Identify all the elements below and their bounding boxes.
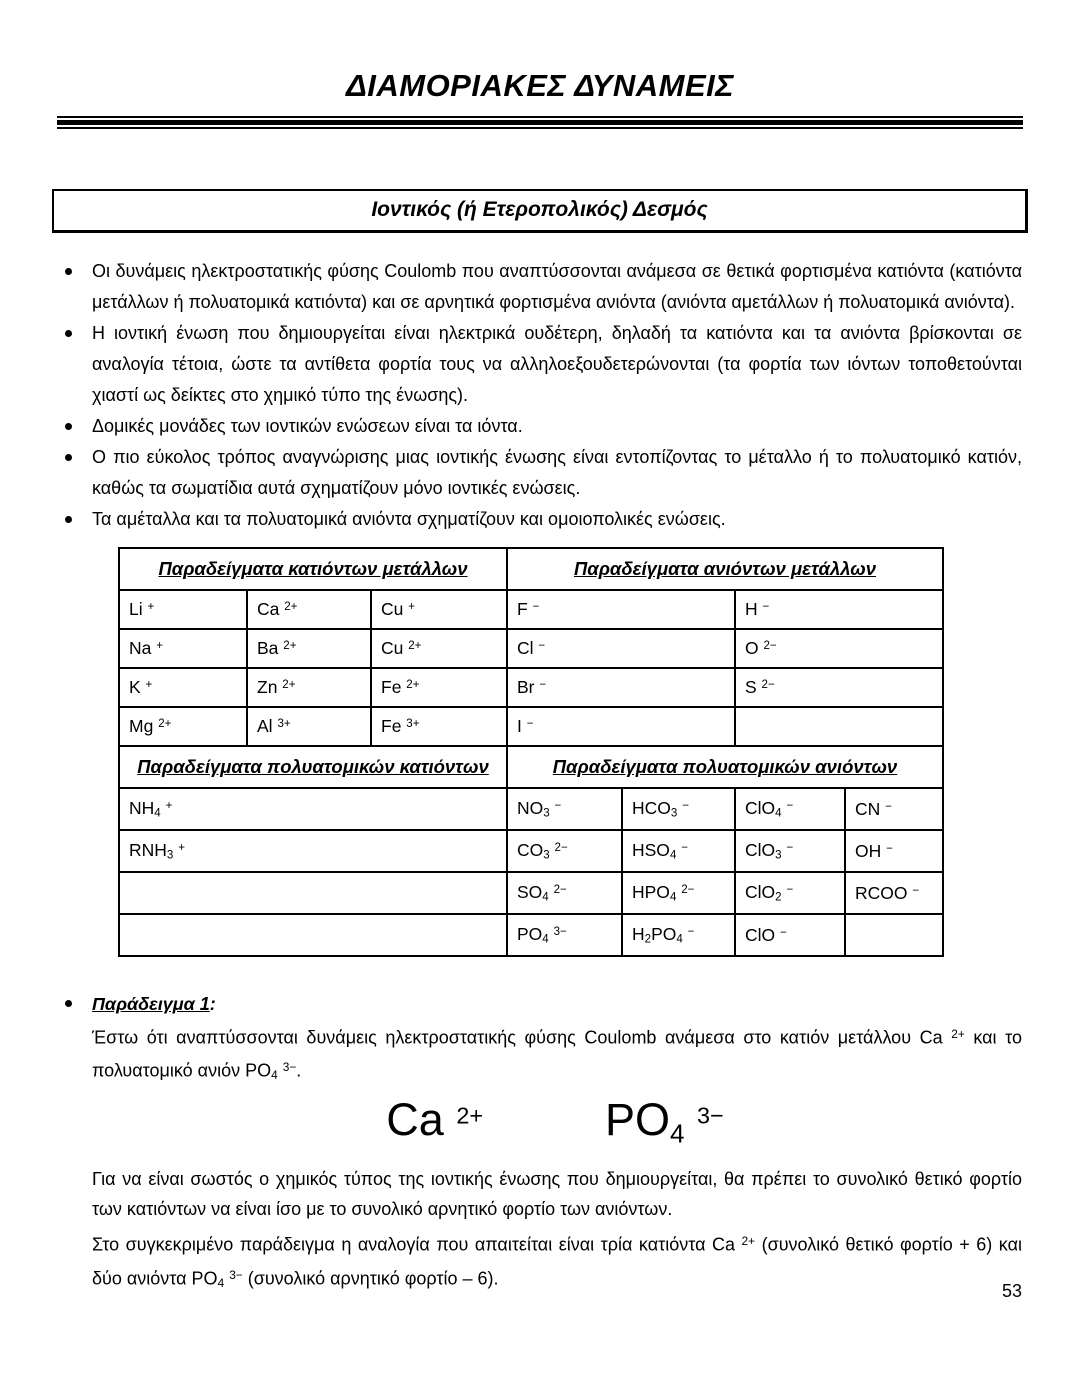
bullet-dot — [58, 504, 92, 535]
title-rule-thick — [57, 120, 1023, 125]
example-formula — [88, 1094, 1022, 1158]
ion-cell: Al $^{3+}$ — [247, 707, 371, 746]
ion-cell: $PO_4$ $^{3-}$ — [507, 914, 622, 956]
bullet-text: Οι δυνάμεις ηλεκτροστατικής φύσης Coulomb που αναπτύσσονται ανάμεσα σε θετικά φορτισμένα κατιόντα (κατιόντα μετάλλων ή πολυατομικά κατιόντα) και σε αρνητικά φορτισμένα ανιόντα (ανιόντα αμετάλλων ή πολυατομικά ανιόντα). — [92, 261, 1022, 312]
ion-cell — [119, 914, 507, 956]
poly-cations-header: Παραδείγματα πολυατομικών κατιόντων — [119, 746, 507, 788]
title-rule-thin-bottom — [57, 127, 1023, 129]
list-item — [58, 504, 1022, 535]
ion-cell: Li + — [119, 590, 247, 629]
poly-anions-header: Παραδείγματα πολυατομικών ανιόντων — [507, 746, 943, 788]
ion-cell: Mg $^{2+}$ — [119, 707, 247, 746]
table-header-row — [119, 746, 943, 788]
table-row — [119, 830, 943, 872]
ion-cell — [845, 914, 943, 956]
ion-cell: Ba $^{2+}$ — [247, 629, 371, 668]
page-number: 53 — [1001, 1281, 1022, 1301]
ion-cell: F − — [507, 590, 735, 629]
cation-formula: Ca $^{2+}$ — [386, 1094, 483, 1146]
ion-cell: Fe $^{2+}$ — [371, 668, 507, 707]
metal-cations-header: Παραδείγματα κατιόντων μετάλλων — [119, 548, 507, 590]
document-title: ΔΙΑΜΟΡΙΑΚΕΣ ΔΥΝΑΜΕΙΣ — [345, 68, 735, 103]
closing-paragraph-1: Για να είναι σωστός ο χημικός τύπος της ιοντικής ένωσης που δημιουργείται, θα πρέπει το συνολικό θετικό φορτίο των κατιόντων να είναι ίσο με το συνολικό αρνητικό φορτίο των ανιόντων. — [92, 1169, 1022, 1220]
title-rule-thin-top — [57, 116, 1023, 118]
bullet-dot — [58, 411, 92, 442]
ion-cell: Ca $^{2+}$ — [247, 590, 371, 629]
table-row — [119, 629, 943, 668]
section-heading: Ιοντικός (ή Ετεροπολικός) Δεσμός — [371, 198, 708, 221]
ion-cell: Br − — [507, 668, 735, 707]
ion-cell: Zn $^{2+}$ — [247, 668, 371, 707]
example-intro: Έστω ότι αναπτύσσονται δυνάμεις ηλεκτροστατικής φύσης Coulomb ανάμεσα στο κατιόν μετάλλου Ca $^{2+}$ και το πολυατομικό ανιόν $PO_4$ $^{3-}$. — [92, 1027, 1022, 1083]
example-section — [58, 989, 1022, 1158]
list-item — [58, 256, 1022, 318]
example-label-row — [58, 989, 1022, 1019]
table-row — [119, 590, 943, 629]
example-label: Παράδειγμα 1: — [92, 994, 216, 1014]
bullet-text: Ο πιο εύκολος τρόπος αναγνώρισης μιας ιοντικής ένωσης είναι εντοπίζοντας το μέταλλο ή το πολυατομικό κατιόν, καθώς τα σωματίδια αυτά σχηματίζουν μόνο ιοντικές ενώσεις. — [92, 447, 1022, 498]
table-row — [119, 668, 943, 707]
bullet-text: Η ιοντική ένωση που δημιουργείται είναι ηλεκτρικά ουδέτερη, δηλαδή τα κατιόντα και τα ανιόντα βρίσκονται σε αναλογία τέτοια, ώστε τα αντίθετα φορτία τους να αλληλοεξουδετερώνονται (τα φορτία των ιόντων τοποθετούνται χιαστί ως δείκτες στο χημικό τύπο της ένωσης). — [92, 323, 1022, 405]
closing-paragraph-2: Στο συγκεκριμένο παράδειγμα η αναλογία που απαιτείται είναι τρία κατιόντα Ca $^{2+}$ (συνολικό θετικό φορτίο + 6) και δύο ανιόντα $PO_4$ $^{3-}$ (συνολικό αρνητικό φορτίο – 6). — [92, 1234, 1022, 1290]
ion-cell: $H_2PO_4$ − — [622, 914, 735, 956]
ion-cell: Cu + — [371, 590, 507, 629]
ion-cell: Cu $^{2+}$ — [371, 629, 507, 668]
ion-cell — [119, 872, 507, 914]
ion-cell: OH − — [845, 830, 943, 872]
ion-cell: Cl − — [507, 629, 735, 668]
bullet-dot — [58, 318, 92, 411]
ion-cell: Fe $^{3+}$ — [371, 707, 507, 746]
table-row — [119, 872, 943, 914]
anion-formula: $PO_4$ $^{3-}$ — [604, 1094, 724, 1149]
bullet-text: Τα αμέταλλα και τα πολυατομικά ανιόντα σχηματίζουν και ομοιοπολικές ενώσεις. — [92, 509, 726, 529]
ion-cell: $HSO_4$ − — [622, 830, 735, 872]
metal-anions-header: Παραδείγματα ανιόντων μετάλλων — [507, 548, 943, 590]
section-heading-box — [52, 189, 1028, 233]
ion-cell: $HCO_3$ − — [622, 788, 735, 830]
ion-cell — [735, 707, 943, 746]
ion-cell: H − — [735, 590, 943, 629]
ion-cell: $HPO_4$ $^{2-}$ — [622, 872, 735, 914]
list-item — [58, 411, 1022, 442]
ion-cell: O $^{2-}$ — [735, 629, 943, 668]
table-header-row — [119, 548, 943, 590]
list-item — [58, 318, 1022, 411]
ion-cell: K + — [119, 668, 247, 707]
ion-cell: S $^{2-}$ — [735, 668, 943, 707]
ion-cell: $NO_3$ − — [507, 788, 622, 830]
ion-cell: $SO_4$ $^{2-}$ — [507, 872, 622, 914]
bullet-dot — [58, 989, 92, 1019]
ion-cell: $RNH_3$ + — [119, 830, 507, 872]
list-item — [58, 442, 1022, 504]
bullet-dot — [58, 442, 92, 504]
ion-cell: I − — [507, 707, 735, 746]
ion-cell: ClO − — [735, 914, 845, 956]
ion-cell: $CO_3$ $^{2-}$ — [507, 830, 622, 872]
ion-cell: RCOO − — [845, 872, 943, 914]
table-row — [119, 914, 943, 956]
ion-cell: ClO$_2$ − — [735, 872, 845, 914]
ion-cell: Na + — [119, 629, 247, 668]
ion-cell: ClO$_4$ − — [735, 788, 845, 830]
bullet-text: Δομικές μονάδες των ιοντικών ενώσεων είναι τα ιόντα. — [92, 416, 523, 436]
bullet-dot — [58, 256, 92, 318]
bullet-list — [58, 256, 1022, 535]
ion-cell: CN − — [845, 788, 943, 830]
ion-cell: $NH_4$ + — [119, 788, 507, 830]
title-rule — [57, 116, 1023, 129]
ion-examples-table — [118, 547, 944, 957]
table-row — [119, 788, 943, 830]
ion-cell: ClO$_3$ − — [735, 830, 845, 872]
table-row — [119, 707, 943, 746]
